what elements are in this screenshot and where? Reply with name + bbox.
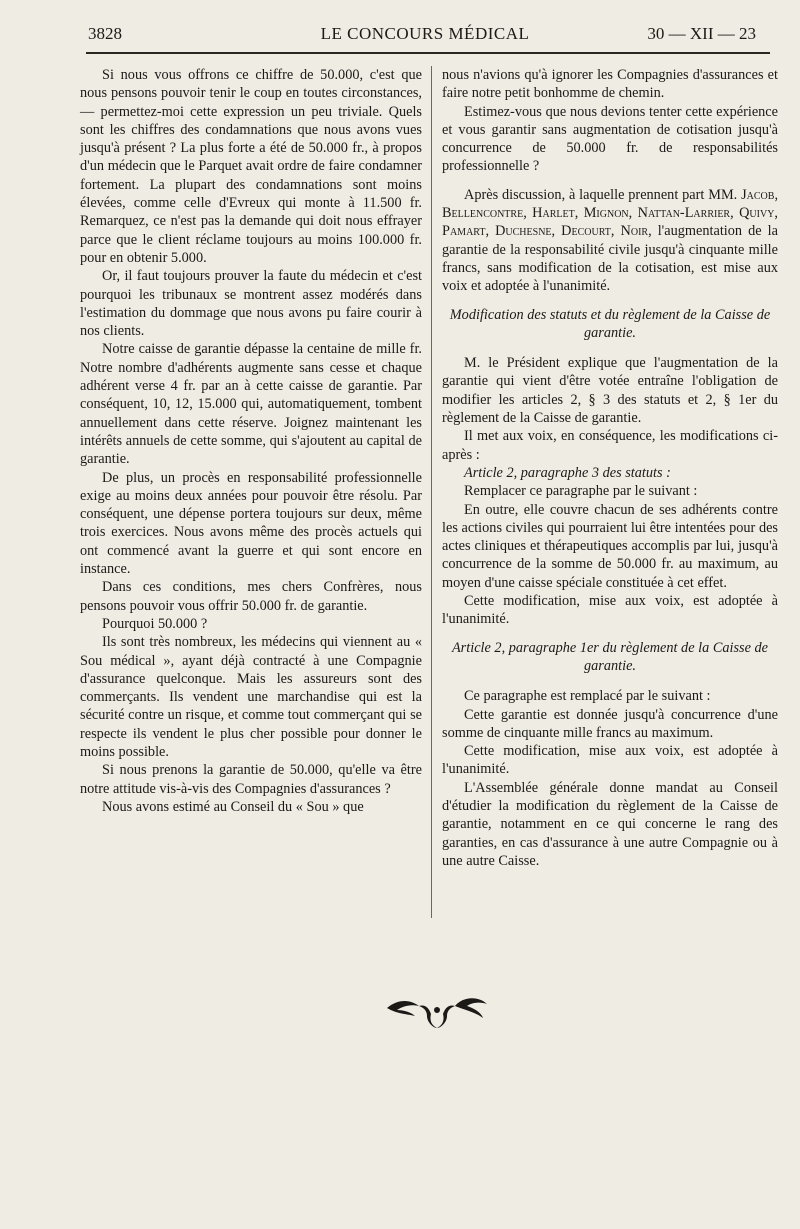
paragraph: En outre, elle couvre chacun de ses adhérents contre les actions civiles qui pourraient lui être intentées pour des actes cliniques et thérapeutiques accomplis par lui, jusqu'à concurrence de la somme de 50.000 fr. au maximum, au moyen d'une caisse spéciale constituée à cet effet.	[442, 501, 778, 591]
paragraph: Cette modification, mise aux voix, est adoptée à l'unanimité.	[442, 593, 778, 628]
paragraph: Nous avons estimé au Conseil du « Sou » que	[102, 798, 364, 815]
paragraph: M. le Président explique que l'augmentation de la garantie qui vient d'être votée entraîne l'obligation de modifier les articles 2, § 3 des statuts et 2, § 1er du règlement de la Caisse de garantie.	[442, 355, 778, 427]
article-reference: Article 2, paragraphe 3 des statuts :	[464, 464, 671, 481]
paragraph: De plus, un procès en responsabilité professionnelle exige au moins deux années pour pouvoir être résolu. Par conséquent, une dépense portera toujours sur deux, même trois exercices. Nous avons même des procès actuels qui ont commencé avant la guerre et qui sont encore en instance.	[80, 469, 422, 578]
paragraph: Estimez-vous que nous devions tenter cette expérience et vous garantir sans augmentation de cotisation jusqu'à concurrence de 50.000 fr. de responsabilités professionnelle ?	[442, 103, 778, 175]
paragraph: Pourquoi 50.000 ?	[102, 615, 208, 632]
column-divider	[431, 66, 432, 918]
paragraph: Cette garantie est donnée jusqu'à concurrence d'une somme de cinquante mille francs au maximum.	[442, 706, 778, 741]
discussion-result: l'augmentation de la garantie de la responsabilité civile jusqu'à cinquante mille francs, sans modification de la cotisation, est mise aux voix et adoptée à l'unanimité.	[442, 223, 778, 295]
paragraph: Or, il faut toujours prouver la faute du médecin et c'est pourquoi les tribunaux se montrent assez modérés dans l'estimation du dommage que nous avons pu faire courir à nos clients.	[80, 268, 422, 340]
running-header	[80, 22, 770, 52]
right-column	[442, 66, 778, 870]
paragraph: Remplacer ce paragraphe par le suivant :	[464, 483, 698, 500]
header-rule	[86, 52, 770, 54]
page-number: 3828	[88, 24, 122, 43]
paragraph: Cette modification, mise aux voix, est adoptée à l'unanimité.	[442, 743, 778, 778]
paragraph: Si nous vous offrons ce chiffre de 50.000, c'est que nous pensons pouvoir tenir le coup en toutes circonstances, — permettez-moi cette expression un peu triviale. Quels sont les chiffres des condamnations que nous avons vues jusqu'à présent ? La plus forte a été de 50.000 fr., à propos d'un médecin que le Parquet avait ordre de faire condamner fortement. La plupart des condamnations sont moins élevées, comme celle d'Evreux qui monte à 11.500 fr. Remarquez, ce n'est pas la demande qui doit nous effrayer parce que le client réclame toujours au moins 100.000 fr. pour en obtenir 5.000.	[80, 67, 422, 266]
paragraph: L'Assemblée générale donne mandat au Conseil d'étudier la modification du règlement de la Caisse de garantie, notamment en ce qui concerne le rang des garanties, en cas d'assurance à une autre Compagnie ou à une autre Caisse.	[442, 779, 778, 869]
paragraph: Notre caisse de garantie dépasse la centaine de mille fr. Notre nombre d'adhérents augmente sans cesse et chaque adhérent verse 4 fr. par an à cette caisse de garantie. Par conséquent, 10, 12, 15.000 qui, automatiquement, tombent annuellement dans cette réserve. Joignez maintenant les intérêts annuels de cette somme, qui s'ajoutent au capital de garantie.	[80, 341, 422, 468]
discussion-paragraph	[442, 186, 778, 296]
paragraph: Ce paragraphe est remplacé par le suivant :	[464, 688, 711, 705]
paragraph: Si nous prenons la garantie de 50.000, qu'elle va être notre attitude vis-à-vis des Compagnies d'assurances ?	[80, 762, 422, 797]
floral-fleuron-icon	[385, 990, 489, 1030]
paragraph: Ils sont très nombreux, les médecins qui viennent au « Sou médical », ayant déjà contracté à une Compagnie d'assurance quelconque. Mais les assureurs sont des commerçants. Ils vendent une marchandise qui est la sécurité contre un risque, et comme tout commerçant qui se respecte ils vendent le plus cher possible pour donner le moins possible.	[80, 634, 422, 760]
paragraph: nous n'avions qu'à ignorer les Compagnies d'assurances et faire notre petit bonhomme de chemin.	[442, 67, 778, 102]
section-heading: Article 2, paragraphe 1er du règlement de la Caisse de garantie.	[451, 639, 769, 674]
issue-date: 30 — XII — 23	[647, 24, 756, 43]
section-heading: Modification des statuts et du règlement de la Caisse de garantie.	[449, 306, 771, 341]
journal-title: LE CONCOURS MÉDICAL	[320, 24, 530, 43]
paragraph: Il met aux voix, en conséquence, les modifications ci-après :	[442, 428, 778, 463]
left-column	[80, 66, 422, 816]
speaker-names: Jacob, Bellencontre, Harlet, Mignon, Nattan-Larrier, Quivy, Pamart, Duchesne, Decourt, Noir,	[442, 186, 779, 240]
paragraph: Dans ces conditions, mes chers Confrères, nous pensons pouvoir vous offrir 50.000 fr. de garantie.	[80, 579, 422, 614]
discussion-intro: Après discussion, à laquelle prennent part MM.	[464, 186, 738, 203]
